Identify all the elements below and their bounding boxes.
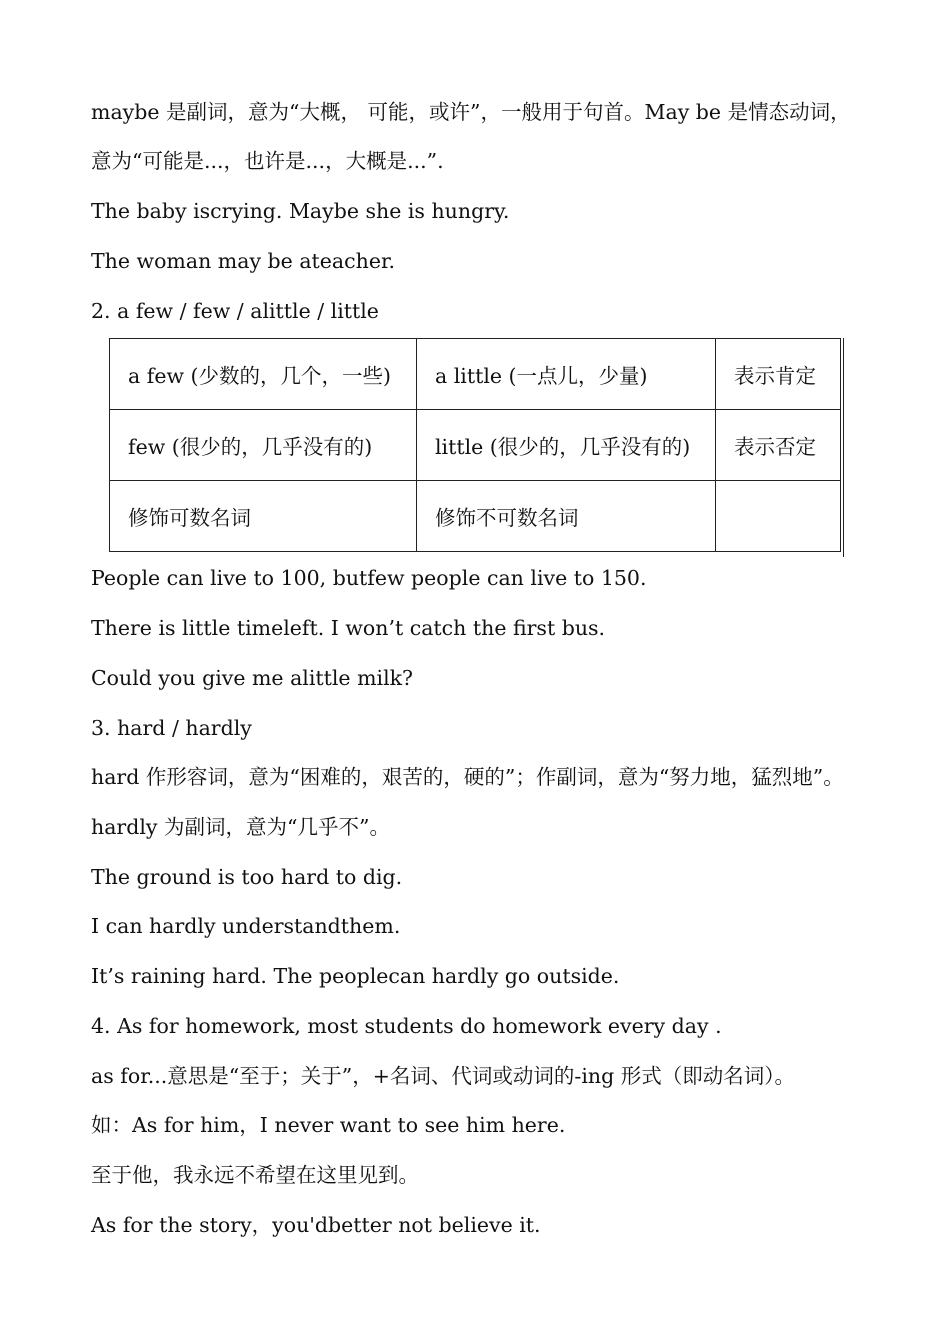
table-border-line bbox=[843, 338, 844, 557]
table-cell: 修饰可数名词 bbox=[110, 481, 417, 552]
text-line: I can hardly understandthem. bbox=[91, 914, 401, 938]
text-line: 如：As for him，I never want to see him here. bbox=[91, 1113, 566, 1137]
text-line: There is little timeleft. I won’t catch the first bus. bbox=[91, 616, 606, 640]
table-row bbox=[110, 410, 841, 481]
table-cell: little (很少的，几乎没有的) bbox=[417, 410, 716, 481]
section-heading: 2. a few / few / alittle / little bbox=[91, 299, 379, 323]
table-cell: 表示肯定 bbox=[716, 339, 841, 410]
text-line: The baby iscrying. Maybe she is hungry. bbox=[91, 199, 510, 223]
table-row bbox=[110, 481, 841, 552]
table-row bbox=[110, 339, 841, 410]
text-line: The ground is too hard to dig. bbox=[91, 865, 403, 889]
text-line: maybe 是副词，意为“大概， 可能，或许”，一般用于句首。May be 是情态动词， bbox=[91, 100, 851, 124]
table-cell: 修饰不可数名词 bbox=[417, 481, 716, 552]
text-line: It’s raining hard. The peoplecan hardly go outside. bbox=[91, 964, 620, 988]
text-line: Could you give me alittle milk? bbox=[91, 666, 414, 690]
text-line: The woman may be ateacher. bbox=[91, 249, 396, 273]
text-line: hard 作形容词，意为“困难的，艰苦的，硬的”；作副词，意为“努力地，猛烈地”。 bbox=[91, 765, 844, 789]
text-line: as for...意思是“至于；关于”，+名词、代词或动词的-ing 形式（即动名词）。 bbox=[91, 1064, 795, 1088]
table-cell: 表示否定 bbox=[716, 410, 841, 481]
text-line: 意为“可能是...，也许是...，大概是...”. bbox=[91, 149, 444, 173]
text-line: 至于他，我永远不希望在这里见到。 bbox=[91, 1163, 419, 1187]
text-line: People can live to 100, butfew people can live to 150. bbox=[91, 566, 647, 590]
comparison-table bbox=[109, 338, 841, 552]
table-cell bbox=[716, 481, 841, 552]
text-line: hardly 为副词，意为“几乎不”。 bbox=[91, 815, 390, 839]
section-heading: 3. hard / hardly bbox=[91, 716, 252, 740]
text-line: As for the story，you'dbetter not believe it. bbox=[91, 1213, 541, 1237]
table-cell: a few (少数的，几个，一些) bbox=[110, 339, 417, 410]
section-heading: 4. As for homework, most students do homework every day . bbox=[91, 1014, 722, 1038]
table-cell: few (很少的，几乎没有的) bbox=[110, 410, 417, 481]
table-cell: a little (一点儿，少量) bbox=[417, 339, 716, 410]
